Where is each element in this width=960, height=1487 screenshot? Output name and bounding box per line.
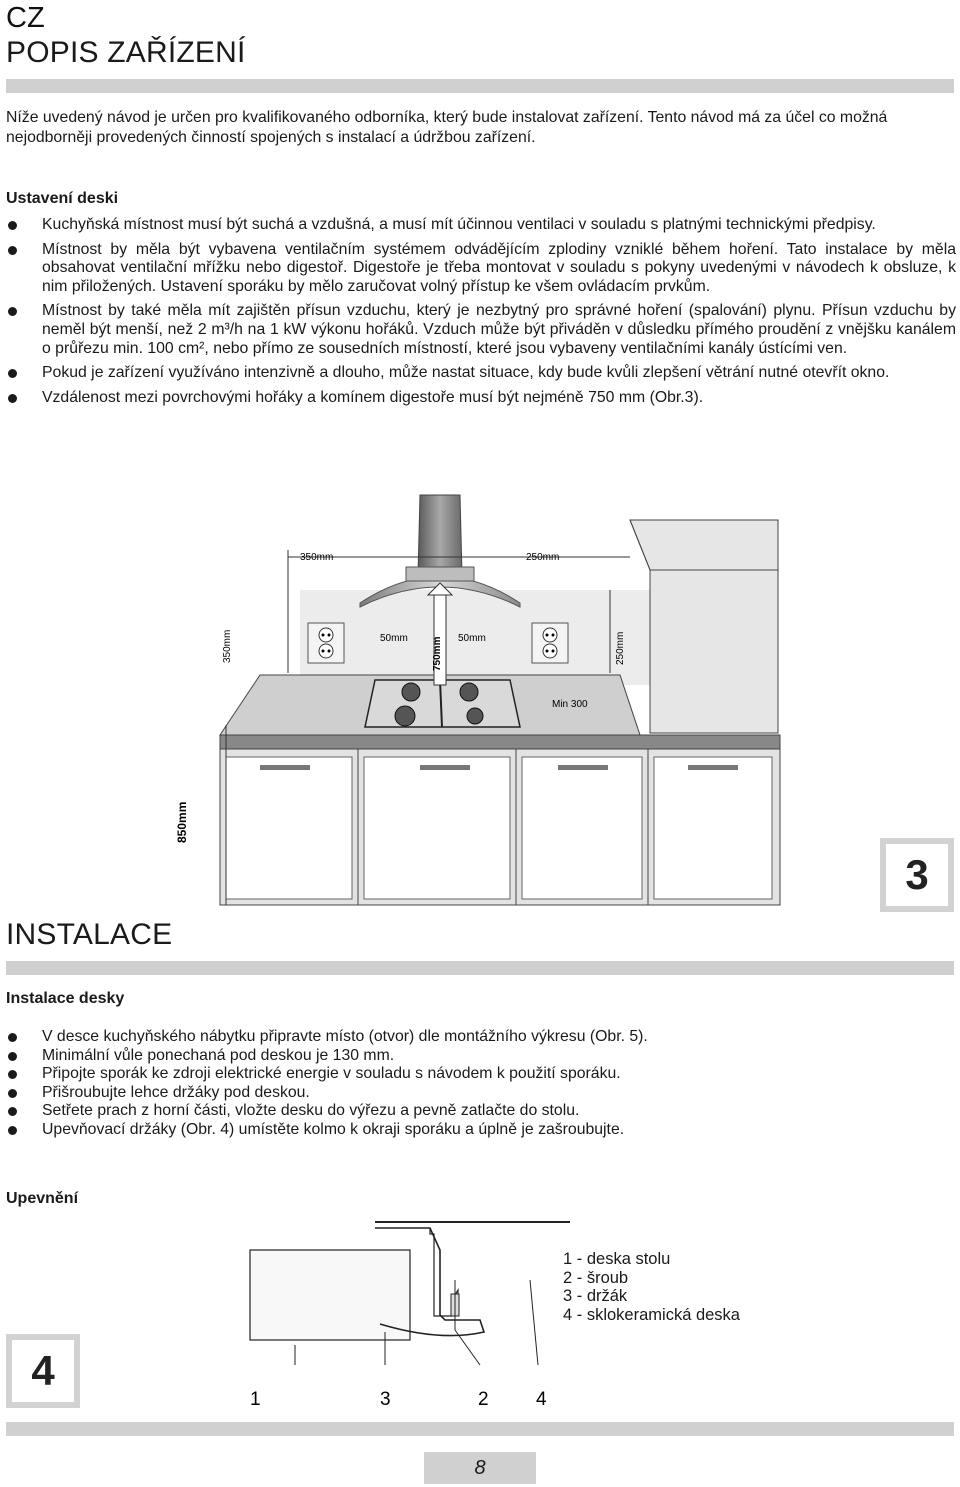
- dim-label: 250mm: [615, 631, 626, 665]
- section-title-installation: INSTALACE: [6, 918, 173, 951]
- callout-number: 3: [380, 1389, 391, 1410]
- callout-number: 2: [478, 1389, 489, 1410]
- subheading-placement: Ustavení deski: [6, 190, 119, 207]
- figure-3-badge: 3: [880, 838, 954, 912]
- list-item: V desce kuchyňského nábytku připravte místo (otvor) dle montážního výkresu (Obr. 5).: [6, 1028, 956, 1047]
- figure-4-legend: [563, 1250, 740, 1324]
- legend-item: 4 - sklokeramická deska: [563, 1305, 740, 1324]
- socket-left: [308, 623, 344, 663]
- dim-label: 850mm: [175, 801, 189, 843]
- figure-4-badge: 4: [6, 1334, 80, 1408]
- tall-cabinet: [630, 520, 778, 733]
- dim-label: 250mm: [526, 552, 560, 563]
- section-title-description: POPIS ZAŘÍZENÍ: [6, 36, 246, 69]
- kitchen-installation-figure: [175, 495, 800, 915]
- dim-label: 350mm: [222, 629, 233, 663]
- dim-label: 750mm: [432, 636, 443, 671]
- installation-bullet-list: [6, 1028, 956, 1140]
- section-divider: [6, 961, 954, 975]
- list-item: Místnost by také měla mít zajištěn přísun vzduchu, který je nezbytný pro správné hoření (spalování) plynu. Přísun vzduchu by neměl být menší, než 2 m³/h na 1 kW výkonu hořáků. Vzduch může být přiváděn v důsledku přímého proudění z vnějšku kanálem o průřezu min. 100 cm², nebo přímo ze sousedních místností, které jsou vybaveny ventilačními kanály ústícími ven.: [6, 302, 956, 358]
- legend-item: 2 - šroub: [563, 1268, 629, 1287]
- section-divider: [6, 1422, 954, 1436]
- callout-number: 4: [536, 1389, 547, 1410]
- dim-label: Min 300: [552, 699, 588, 710]
- fixing-bracket-figure: [240, 1220, 560, 1420]
- callout-number: 1: [250, 1389, 261, 1410]
- intro-paragraph: Níže uvedený návod je určen pro kvalifikovaného odborníka, který bude instalovat zařízení. Tento návod má za účel co možná nejodborněji provedených činností spojených s instalací a údržbou zařízení.: [6, 109, 888, 146]
- hood-chimney: [418, 495, 462, 575]
- list-item: Přišroubujte lehce držáky pod deskou.: [6, 1084, 956, 1103]
- dim-label: 350mm: [300, 552, 334, 563]
- list-item: Setřete prach z horní části, vložte desku do výřezu a pevně zatlačte do stolu.: [6, 1102, 956, 1121]
- list-item: Pokud je zařízení využíváno intenzivně a dlouho, může nastat situace, kdy bude kvůli zlepšení větrání nutné otevřít okno.: [6, 364, 956, 383]
- list-item: Připojte sporák ke zdroji elektrické energie v souladu s návodem k použití sporáku.: [6, 1065, 956, 1084]
- language-code: CZ: [6, 2, 45, 34]
- dim-label: 50mm: [380, 633, 408, 644]
- socket-right: [532, 623, 568, 663]
- list-item: Upevňovací držáky (Obr. 4) umístěte kolmo k okraji sporáku a úplně je zašroubujte.: [6, 1121, 956, 1140]
- section-divider: [6, 79, 954, 93]
- legend-item: 1 - deska stolu: [563, 1250, 671, 1268]
- subheading-installation: Instalace desky: [6, 990, 125, 1007]
- list-item: Místnost by měla být vybavena ventilačním systémem odvádějícím zplodiny vzniklé během hoření. Tato instalace by měla obsahovat ventilační mřížku nebo digestoř. Digestoře je třeba montovat v souladu s pokyny uvedenými v návodech k obsluze, k nim přiložených. Ustavení sporáku by mělo zaručovat volný přístup ke všem ovládacím prvkům.: [6, 241, 956, 297]
- placement-bullet-list: [6, 216, 956, 413]
- list-item: Vzdálenost mezi povrchovými hořáky a komínem digestoře musí být nejméně 750 mm (Obr.3).: [6, 389, 956, 408]
- list-item: Kuchyňská místnost musí být suchá a vzdušná, a musí mít účinnou ventilaci v souladu s platnými technickými předpisy.: [6, 216, 956, 235]
- legend-item: 3 - držák: [563, 1287, 628, 1305]
- list-item: Minimální vůle ponechaná pod deskou je 130 mm.: [6, 1047, 956, 1066]
- subheading-fixing: Upevnění: [6, 1190, 79, 1207]
- dim-label: 50mm: [458, 633, 486, 644]
- page-number: 8: [424, 1452, 536, 1484]
